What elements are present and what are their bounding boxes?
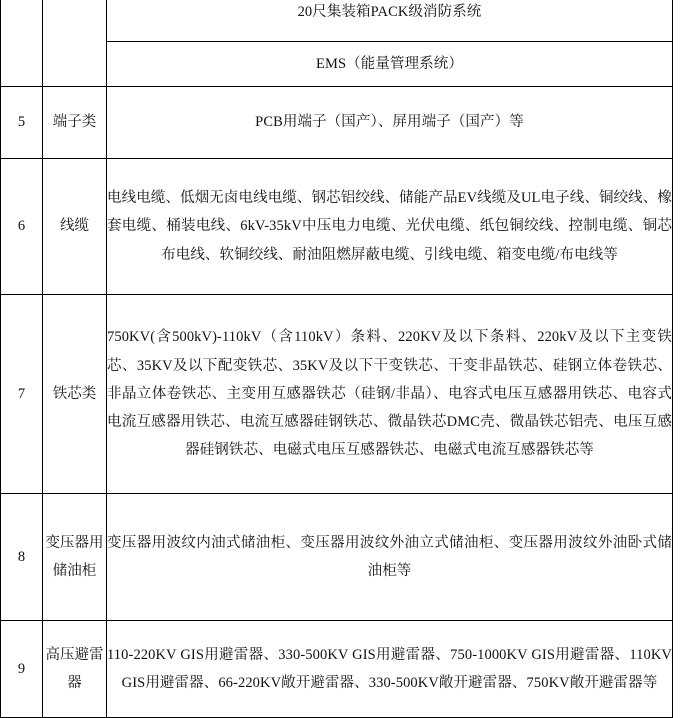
- row-category-6: 线缆: [43, 159, 107, 295]
- row-category-5: 端子类: [43, 87, 107, 159]
- table-row-8: [1, 494, 673, 621]
- row-number-cell-empty: [1, 0, 43, 87]
- row-content-8: 变压器用波纹内油式储油柜、变压器用波纹外油立式储油柜、变压器用波纹外油卧式储油柜等: [107, 494, 673, 621]
- row-category-cell-empty: [43, 0, 107, 87]
- row-category-9: 高压避雷器: [43, 621, 107, 718]
- row-number-5: 5: [1, 87, 43, 159]
- row-content-9: 110-220KV GIS用避雷器、330-500KV GIS用避雷器、750-1000KV GIS用避雷器、110KV GIS用避雷器、66-220KV敞开避雷器、330-500KV敞开避雷器、750KV敞开避雷器等: [107, 621, 673, 718]
- row-content-7: 750KV(含500kV)-110kV（含110kV）条料、220KV及以下条料、220kV及以下主变铁芯、35KV及以下配变铁芯、35KV及以下干变铁芯、干变非晶铁芯、硅钢立体卷铁芯、非晶立体卷铁芯、主变用互感器铁芯（硅钢/非晶）、电容式电压互感器用铁芯、电容式电流互感器用铁芯、电流互感器硅钢铁芯、微晶铁芯DMC壳、微晶铁芯铝壳、电压互感器硅钢铁芯、电磁式电压互感器铁芯、电磁式电流互感器铁芯等: [107, 295, 673, 494]
- table-body: [1, 0, 673, 718]
- row-content-cell: EMS（能量管理系统）: [107, 42, 673, 87]
- row-content-6: 电线电缆、低烟无卤电线电缆、钢芯铝绞线、储能产品EV线缆及UL电子线、铜绞线、橡套电缆、桶装电线、6kV-35kV中压电力电缆、光伏电缆、纸包铜绞线、控制电缆、铜芯布电线、软铜绞线、耐油阻燃屏蔽电缆、引线电缆、箱变电缆/布电线等: [107, 159, 673, 295]
- row-category-7: 铁芯类: [43, 295, 107, 494]
- row-category-8: 变压器用储油柜: [43, 494, 107, 621]
- table-row-9: [1, 621, 673, 718]
- row-content-5: PCB用端子（国产）、屏用端子（国产）等: [107, 87, 673, 159]
- row-number-7: 7: [1, 295, 43, 494]
- row-number-6: 6: [1, 159, 43, 295]
- table-row: [1, 0, 673, 42]
- row-number-8: 8: [1, 494, 43, 621]
- table-row-5: [1, 87, 673, 159]
- table-row-6: [1, 159, 673, 295]
- row-number-9: 9: [1, 621, 43, 718]
- table-row-7: [1, 295, 673, 494]
- row-content-cell: 20尺集装箱PACK级消防系统: [107, 0, 673, 42]
